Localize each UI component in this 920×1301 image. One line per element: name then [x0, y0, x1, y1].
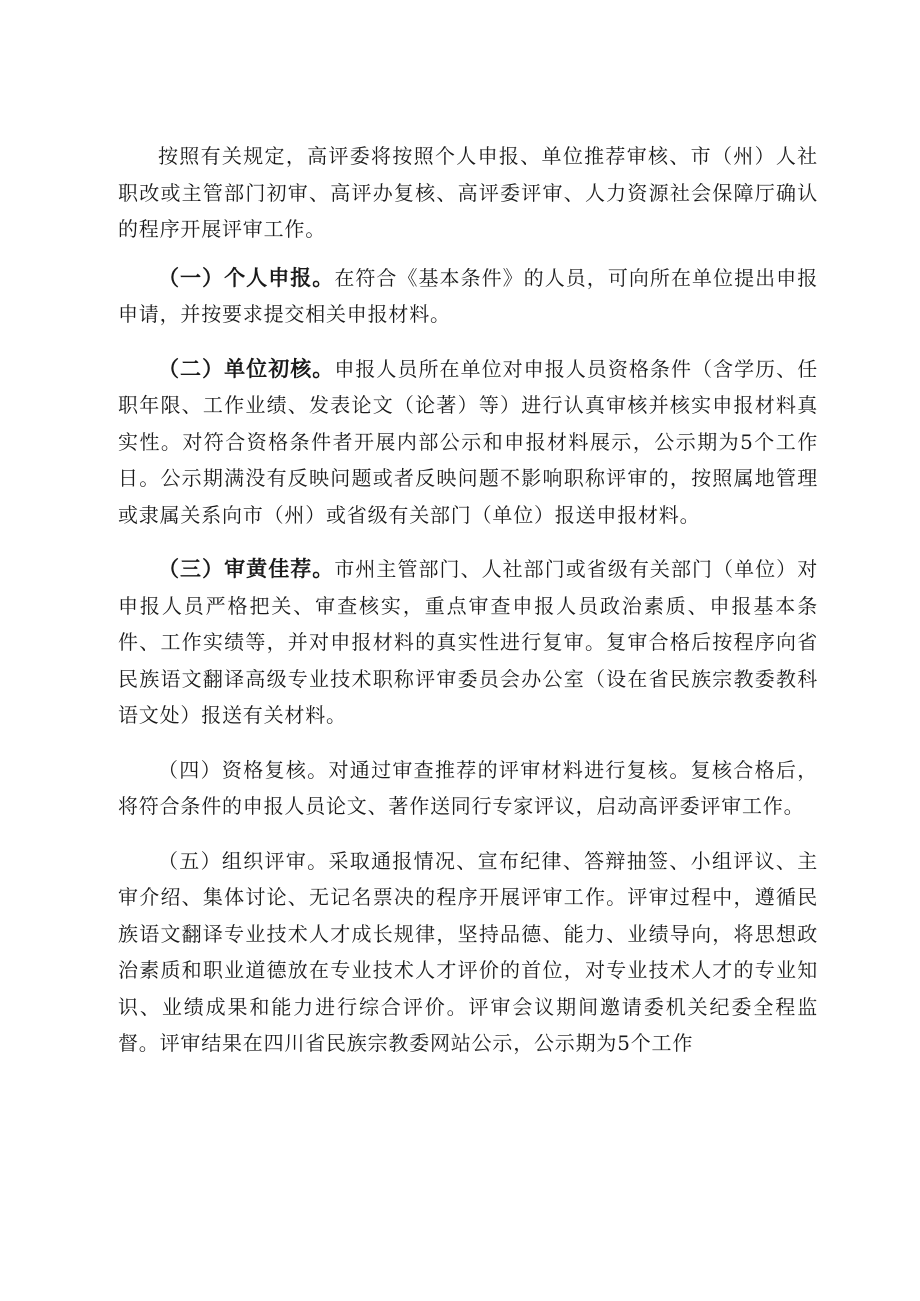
section-2-paragraph — [118, 351, 818, 534]
section-4-paragraph — [118, 752, 818, 825]
section-3-body: 市州主管部门、人社部门或省级有关部门（单位）对申报人员严格把关、审查核实，重点审查申报人员政治素质、申报基本条件、工作实绩等，并对申报材料的真实性进行复审。复审合格后按程序向省民族语文翻译高级专业技术职称评审委员会办公室（设在省民族宗教委教科语文处）报送有关材料。 — [118, 557, 818, 727]
intro-paragraph: 按照有关规定，高评委将按照个人申报、单位推荐审核、市（州）人社职改或主管部门初审、高评办复核、高评委评审、人力资源社会保障厅确认的程序开展评审工作。 — [118, 144, 818, 241]
section-1-body: 在符合《基本条件》的人员，可向所在单位提出申报申请，并按要求提交相关申报材料。 — [118, 265, 818, 326]
section-3-paragraph — [118, 551, 818, 734]
section-3-heading: （三）审黄佳荐。 — [158, 557, 335, 581]
section-4-heading: （四）资格复核。 — [158, 757, 329, 782]
section-5-paragraph — [118, 843, 818, 1062]
section-1-heading: （一）个人申报。 — [158, 265, 335, 290]
section-2-heading: （二）单位初核。 — [158, 356, 335, 381]
section-2-body: 申报人员所在单位对申报人员资格条件（含学历、任职年限、工作业绩、发表论文（论著）等）进行认真审核并核实申报材料真实性。对符合资格条件者开展内部公示和申报材料展示，公示期为5个工作日。公示期满没有反映问题或者反映问题不影响职称评审的，按照属地管理或隶属关系向市（州）或省级有关部门（单位）报送申报材料。 — [118, 356, 818, 527]
section-4-body: 对通过审查推荐的评审材料进行复核。复核合格后，将符合条件的申报人员论文、著作送同行专家评议，启动高评委评审工作。 — [118, 757, 818, 818]
section-5-body: 采取通报情况、宣布纪律、答辩抽签、小组评议、主审介绍、集体讨论、无记名票决的程序开展评审工作。评审过程中，遵循民族语文翻译专业技术人才成长规律，坚持品德、能力、业绩导向，将思想政治素质和职业道德放在专业技术人才评价的首位，对专业技术人才的专业知识、业绩成果和能力进行综合评价。评审会议期间邀请委机关纪委全程监督。评审结果在四川省民族宗教委网站公示，公示期为5个工作 — [118, 848, 818, 1055]
section-5-heading: （五）组织评审。 — [158, 848, 329, 873]
section-1-paragraph — [118, 260, 818, 333]
document-page — [118, 138, 818, 1074]
